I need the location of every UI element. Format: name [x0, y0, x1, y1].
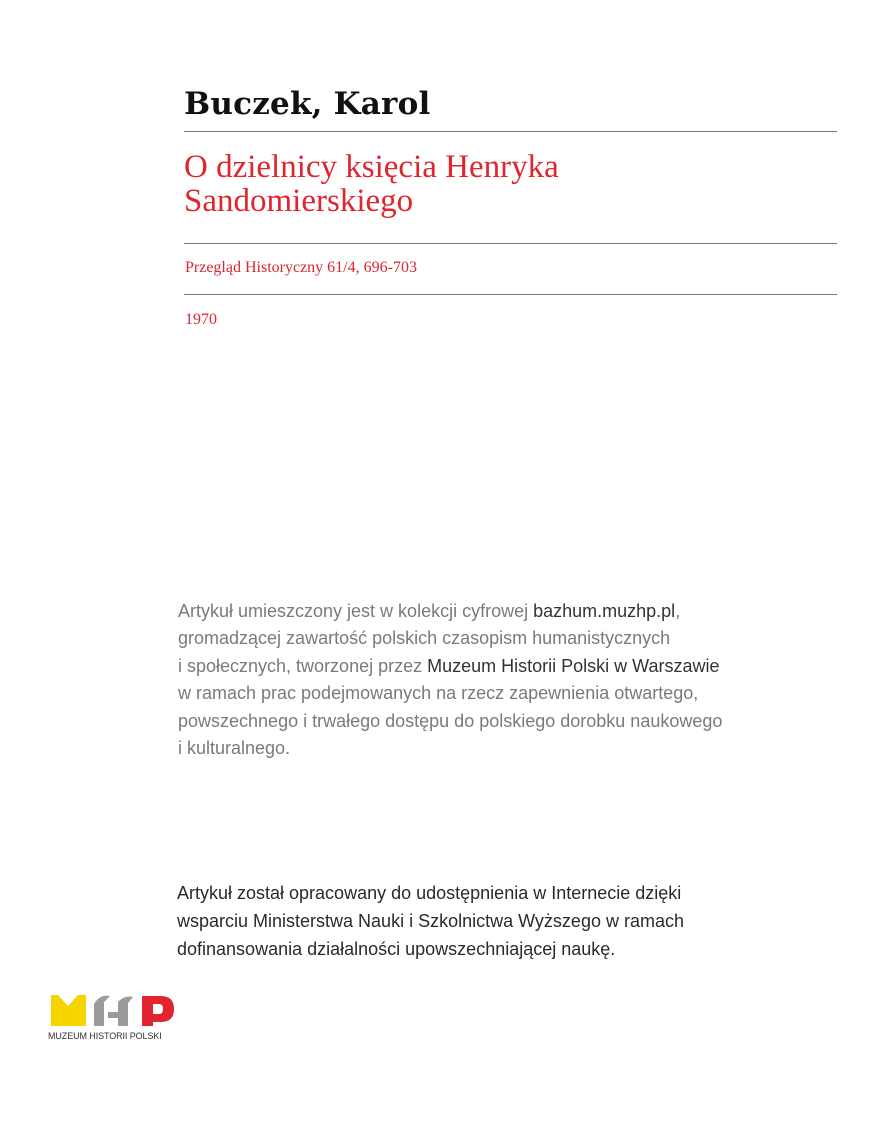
- info-line-2: gromadzącej zawartość polskich czasopism humanistycznych: [178, 628, 671, 649]
- info-line-6: i kulturalnego.: [178, 738, 291, 759]
- divider-middle: [184, 243, 837, 244]
- logo-m-shape: [51, 995, 86, 1026]
- funding-note: [177, 879, 797, 963]
- muzhp-logo: [48, 992, 183, 1052]
- funding-line-1: Artykuł został opracowany do udostępnienia w Internecie dzięki: [177, 883, 682, 903]
- journal-reference: Przegląd Historyczny 61/4, 696-703: [185, 259, 417, 276]
- info-line-4: w ramach prac podejmowanych na rzecz zapewnienia otwartego,: [178, 683, 699, 704]
- museum-link[interactable]: Muzeum Historii Polski w Warszawie: [427, 655, 720, 676]
- logo-p-shape: [142, 996, 174, 1026]
- info-line-1: Artykuł umieszczony jest w kolekcji cyfrowej bazhum.muzhp.pl,: [178, 601, 681, 621]
- title-line-1: O dzielnicy księcia Henryka: [184, 149, 559, 185]
- publication-year: 1970: [185, 311, 217, 328]
- logo-caption: MUZEUM HISTORII POLSKI: [48, 1031, 162, 1041]
- funding-line-2: wsparciu Ministerstwa Nauki i Szkolnictwa Wyższego w ramach: [177, 911, 684, 931]
- author-name: Buczek, Karol: [184, 86, 431, 122]
- logo-h-right: [108, 997, 133, 1026]
- divider-top: [184, 131, 837, 132]
- bazhum-link[interactable]: bazhum.muzhp.pl: [533, 601, 676, 621]
- info-line-3: i społecznych, tworzonej przez Muzeum Historii Polski w Warszawie: [178, 655, 720, 676]
- article-title: [184, 150, 824, 218]
- collection-info: [178, 598, 798, 762]
- logo-h-left: [94, 996, 110, 1026]
- title-line-2: Sandomierskiego: [184, 183, 414, 219]
- divider-bottom: [184, 294, 837, 295]
- info-line-5: powszechnego i trwałego dostępu do polskiego dorobku naukowego: [178, 710, 723, 731]
- funding-line-3: dofinansowania działalności upowszechniającej naukę.: [177, 939, 616, 959]
